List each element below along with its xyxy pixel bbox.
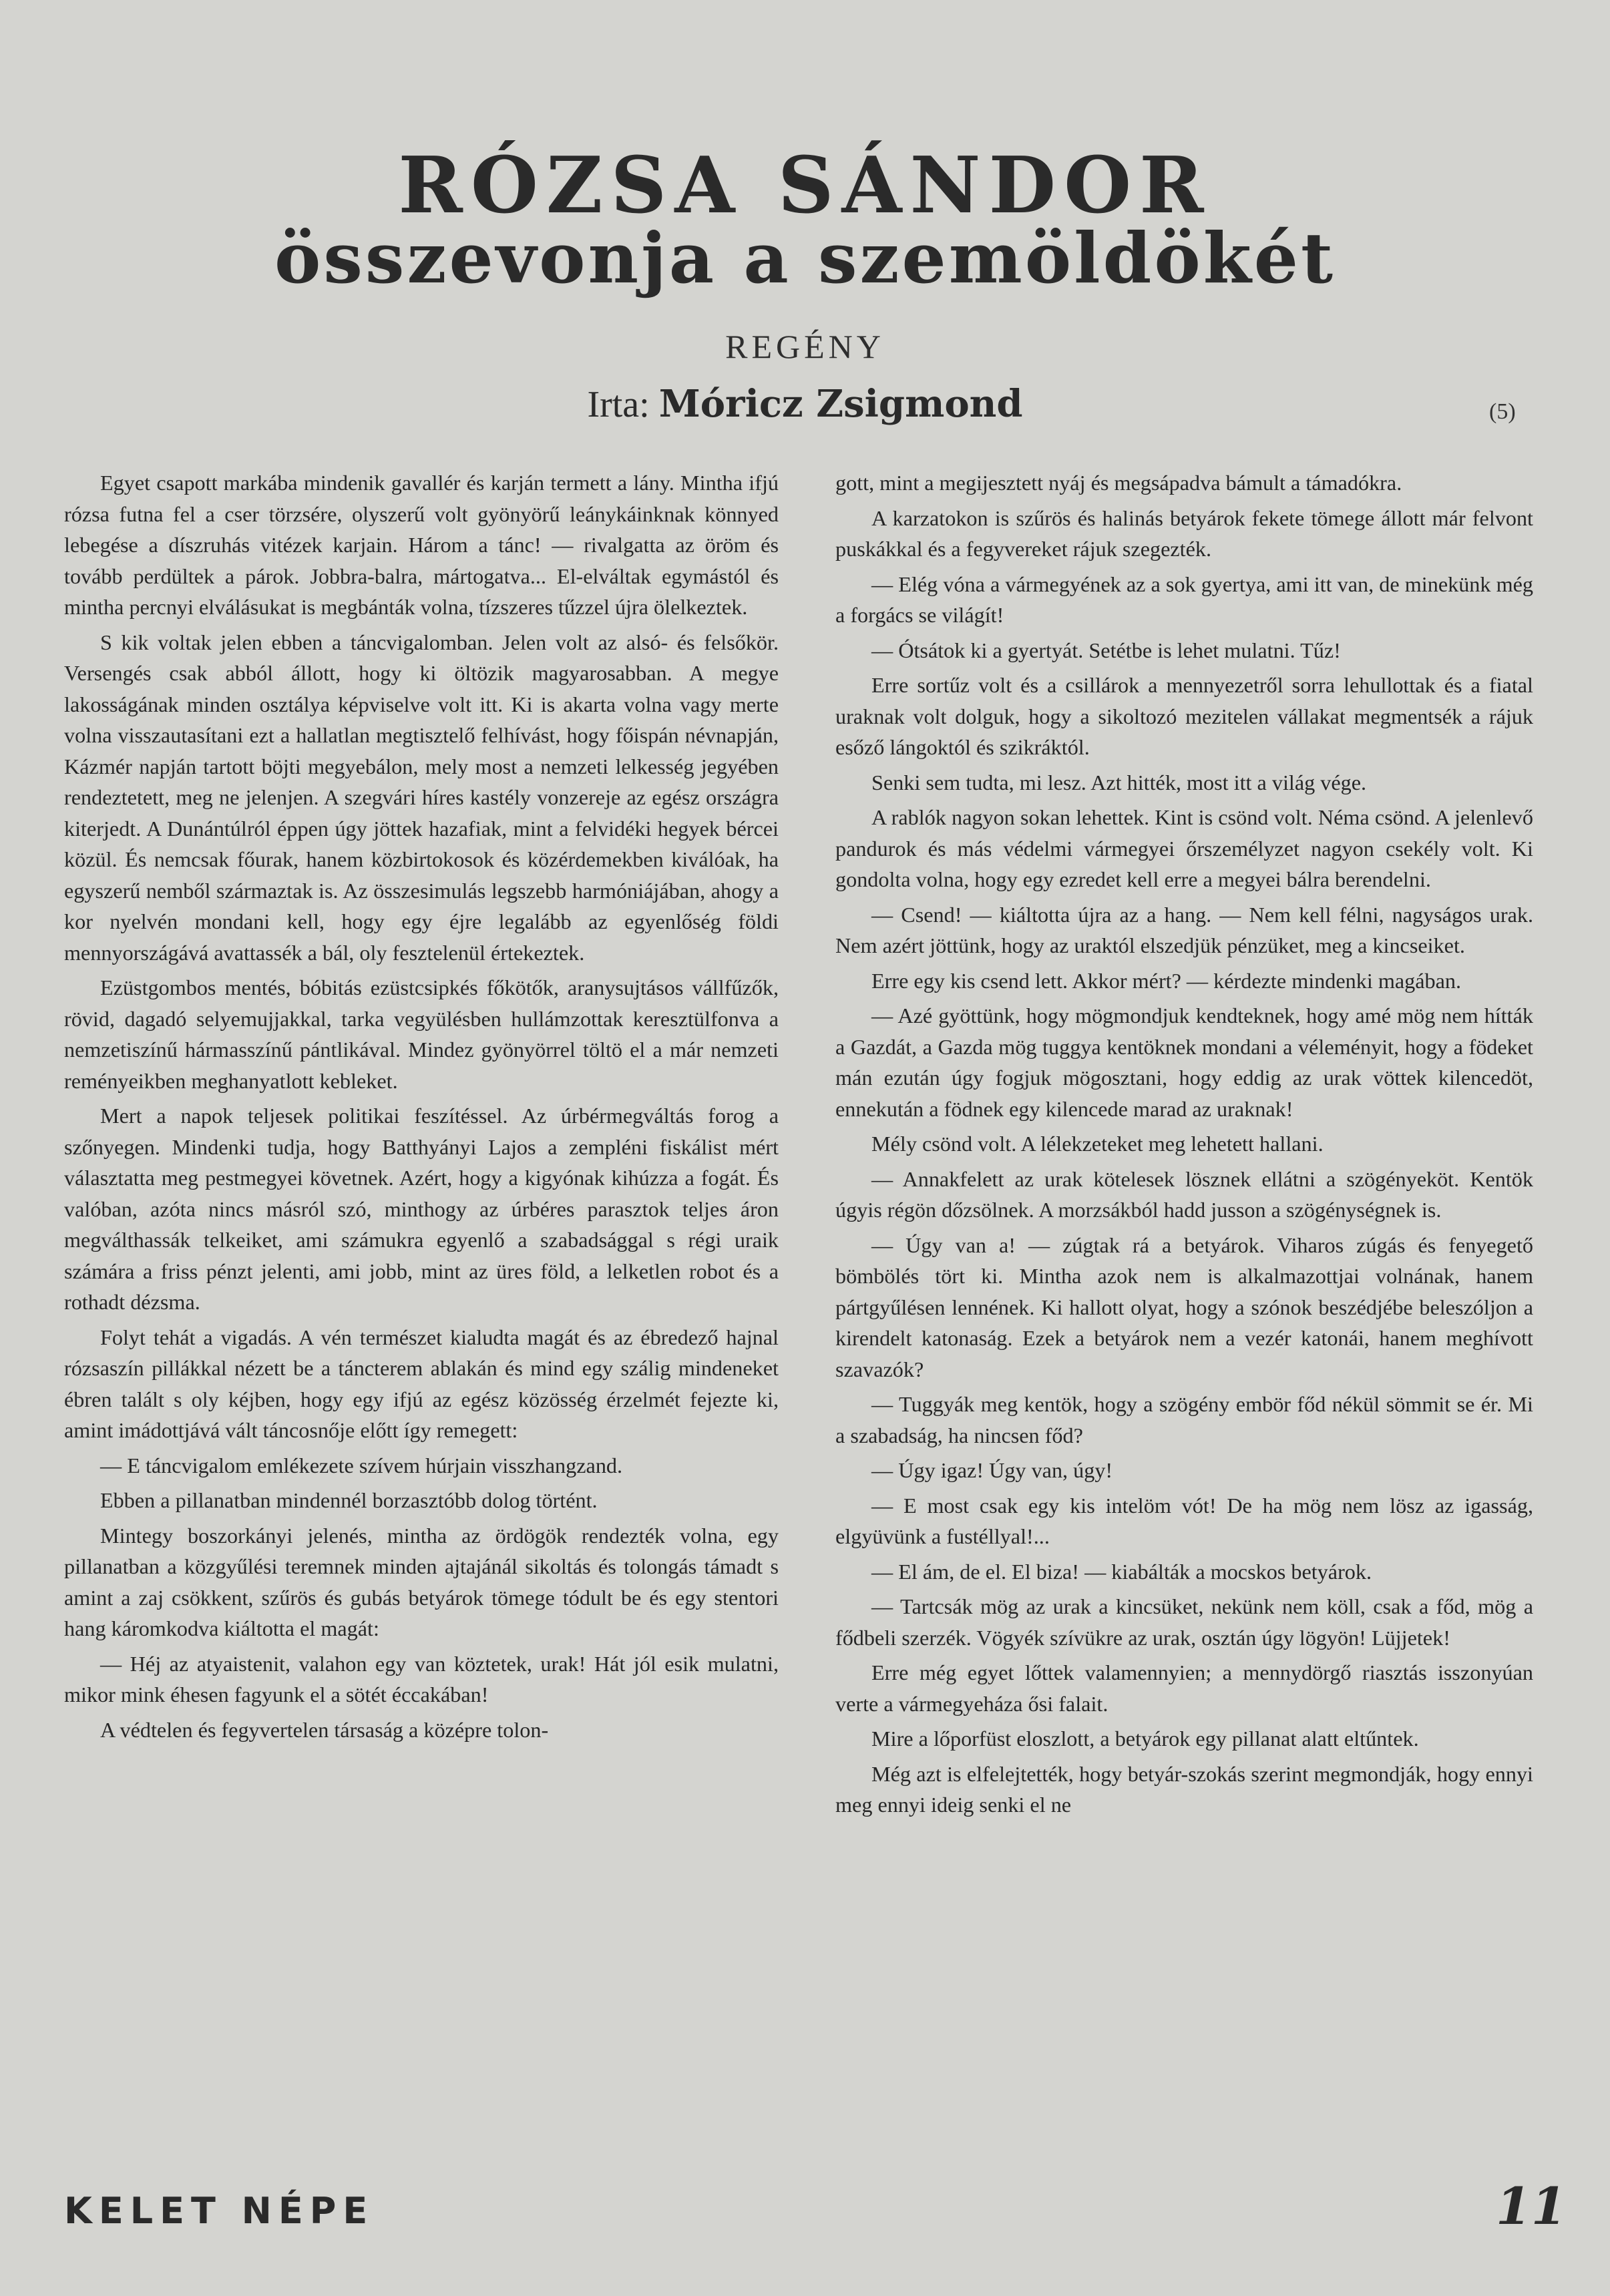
author-line <box>0 382 1610 426</box>
paragraph: — Annakfelett az urak kötelesek lösznek ellátni a szögényeköt. Kentök úgyis régön dőzsölnek. A morzsákból hadd jusson a szögénységnek is. <box>835 1166 1533 1222</box>
paragraph: — Azé gyöttünk, hogy mögmondjuk kendteknek, hogy amé mög nem hítták a Gazdát, a Gazda mög tuggya kentöknek mondani a véleményit, hogy a födeket mán ezután úgy fogjuk mögosztani, hogy eddig az urak vöttek kilencedöt, ennekután a födnek egy kilencede marad az uraknak! <box>835 1003 1533 1121</box>
paragraph: — Úgy van a! — zúgtak rá a betyárok. Viharos zúgás és fenyegető bömbölés tört ki. Mintha azok nem is alkalmazottjai volnának, hanem pártgyűlésen lennének. Ki hallott olyat, hogy a szónok beszédjébe beleszóljon a kirendelt katonaság. Ezek a betyárok nem a vezér katonái, hanem meghívott szavazók? <box>835 1232 1533 1381</box>
paragraph: Ebben a pillanatban mindennél borzasztóbb dolog történt. <box>100 1488 598 1512</box>
paragraph: Erre még egyet lőttek valamennyien; a mennydörgő riasztás isszonyúan verte a vármegyeháza ősi falait. <box>835 1660 1533 1716</box>
genre-subtitle: REGÉNY <box>725 328 885 365</box>
title-line-1: RÓZSA SÁNDOR <box>398 140 1212 231</box>
author-name: Móricz Zsigmond <box>658 382 1023 426</box>
paragraph: Senki sem tudta, mi lesz. Azt hitték, most itt a világ vége. <box>871 770 1367 794</box>
paragraph: — Csend! — kiáltotta újra az a hang. — Nem kell félni, nagyságos urak. Nem azért jöttünk, hogy az uraktól elszedjük pénzüket, meg a kincseiket. <box>835 902 1533 957</box>
paragraph: gott, mint a megijesztett nyáj és megsápadva bámult a támadókra. <box>835 471 1402 495</box>
paragraph: — Elég vóna a vármegyének az a sok gyertya, ami itt van, de minekünk még a forgács se világít! <box>835 571 1533 627</box>
paragraph: Mély csönd volt. A lélekzeteket meg lehetett hallani. <box>871 1132 1324 1156</box>
paragraph: — Tuggyák meg kentök, hogy a szögény embör főd nékül sömmit se ér. Mi a szabadság, ha nincsen főd? <box>835 1392 1533 1447</box>
paragraph: — E most csak egy kis intelöm vót! De ha mög nem lösz az igasság, elgyüvünk a fustéllyal!... <box>835 1493 1533 1548</box>
left-column <box>64 467 779 1749</box>
magazine-name: KELET NÉPE <box>64 2190 375 2232</box>
paragraph: Erre sortűz volt és a csillárok a mennyezetről sorra lehullottak és a fiatal uraknak volt dolguk, hogy a sikoltozó mezitelen vállakat megmentsék a rájuk esőző lángoktól és szikráktól. <box>835 673 1533 759</box>
paragraph: A rablók nagyon sokan lehettek. Kint is csönd volt. Néma csönd. A jelenlevő pandurok és más védelmi vármegyei őrszemélyzet nagyon csekély volt. Ki gondolta volna, hogy egy ezredet kell erre a megyei bálra berendelni. <box>835 805 1533 891</box>
right-column <box>835 467 1533 1825</box>
author-prefix: Irta: <box>587 384 659 425</box>
paragraph: Mire a lőporfüst eloszlott, a betyárok egy pillanat alatt eltűntek. <box>871 1727 1419 1751</box>
paragraph: Még azt is elfelejtették, hogy betyár-szokás szerint megmondják, hogy ennyi meg ennyi ideig senki el ne <box>835 1761 1533 1817</box>
paragraph: S kik voltak jelen ebben a táncvigalomban. Jelen volt az alsó- és felsőkör. Versengés csak abból állott, hogy ki öltözik magyarosabban. A megye lakosságának minden osztálya képviselve volt itt. Ki is akarta volna vagy merte volna visszautasítani ezt a hallatlan megtisztelő felhívást, hogy főispán névnapján, Kázmér napján tartott böjti megyebálon, mely most a nemzeti lelkesség jegyében rendeztetett, meg ne jelenjen. A szegvári híres kastély vonzereje az egész országra kiterjedt. A Dunántúlról éppen úgy jöttek hazafiak, mint a felvidéki hegyek bércei közül. És nemcsak főurak, hanem közbirtokosok és közérdemekben kiválóak, ha egyszerű nemből származtak is. Az összesimulás legszebb harmóniájában, ahogy a kor nyelvén mondani kell, hogy egy éjre legalább az egyenlőség földi mennyországává avattassék a bál, oly fesztelenül értekeztek. <box>64 630 779 965</box>
paragraph: — Tartcsák mög az urak a kincsüket, nekünk nem köll, csak a főd, mög a fődbeli szerzék. Vögyék szívükre az urak, osztán úgy lögyön! Lüjjetek! <box>835 1594 1533 1650</box>
paragraph: — Úgy igaz! Úgy van, úgy! <box>871 1458 1113 1482</box>
paragraph: Egyet csapott markába mindenik gavallér és karján termett a lány. Mintha ifjú rózsa futna fel a cser törzsére, olyszerű volt gyönyörű leánykáinknak könnyed lebegése a díszruhás vitézek karjain. Három a tánc! — rivalgatta az öröm és tovább perdültek a párok. Jobbra-balra, mártogatva... El-elváltak egymástól és mintha percnyi elválásukat is megbánták volna, tízszeres tűzzel újra ölelkeztek. <box>64 471 779 619</box>
paragraph: A védtelen és fegyvertelen társaság a középre tolon- <box>100 1717 549 1742</box>
paragraph: — Ótsátok ki a gyertyát. Setétbe is lehet mulatni. Tűz! <box>871 638 1341 662</box>
paragraph: — E táncvigalom emlékezete szívem húrjain visszhangzand. <box>100 1453 623 1477</box>
paragraph: — El ám, de el. El biza! — kiabálták a mocskos betyárok. <box>871 1559 1372 1584</box>
page-number: 11 <box>1496 2176 1567 2236</box>
paragraph: Folyt tehát a vigadás. A vén természet kialudta magát és az ébredező hajnal rózsaszín pillákkal nézett be a táncterem ablakán és mind egy szálig mindeneket ébren talált s oly kéjben, hogy egy ifjú az egész közösség érzelmét fejezte ki, amint imádottjává vált táncosnője előtt így remegett: <box>64 1325 779 1442</box>
paragraph: A karzatokon is szűrös és halinás betyárok fekete tömege állott már felvont puskákkal és a fegyvereket rájuk szegezték. <box>835 505 1533 561</box>
paragraph: Mert a napok teljesek politikai feszítéssel. Az úrbérmegváltás forog a szőnyegen. Mindenki tudja, hogy Batthyányi Lajos a zempléni fiskálist mért választatta meg pestmegyei követnek. Azért, hogy a kigyónak kihúzza a fogát. És valóban, azóta nincs másról szó, minthogy az úrbéres parasztok teljes áron megválthassák telkeiket, ami számukra egyenlő a szabadsággal s régi uraik számára a friss pénzt jelenti, ami jobb, mint az üres föld, a lelketlen robot és a rothadt dézsma. <box>64 1104 779 1314</box>
title-line-2: összevonja a szemöldökét <box>274 217 1336 299</box>
paragraph: Mintegy boszorkányi jelenés, mintha az ördögök rendezték volna, egy pillanatban a közgyűlési teremnek minden ajtajánál sikoltás és tolongás támadt s amint a zaj csökkent, szűrös és gubás betyárok tömege tódult be és egy stentori hang káromkodva kiáltotta el magát: <box>64 1523 779 1640</box>
paragraph: Erre egy kis csend lett. Akkor mért? — kérdezte mindenki magában. <box>871 968 1462 993</box>
paragraph: — Héj az atyaistenit, valahon egy van köztetek, urak! Hát jól esik mulatni, mikor mink éhesen fagyunk el a sötét éccakában! <box>64 1651 779 1706</box>
instalment-number: (5) <box>1489 399 1516 424</box>
paragraph: Ezüstgombos mentés, bóbitás ezüstcsipkés főkötők, aranysujtásos vállfűzők, rövid, dagadó selyemujjakkal, tarka vegyülésben hullámzottak keresztülfonva a nemzetiszínű hármasszínű pántlikával. Mindez gyönyörrel töltö el a már nemzeti reményeikben meghanyatlott kebleket. <box>64 975 779 1093</box>
